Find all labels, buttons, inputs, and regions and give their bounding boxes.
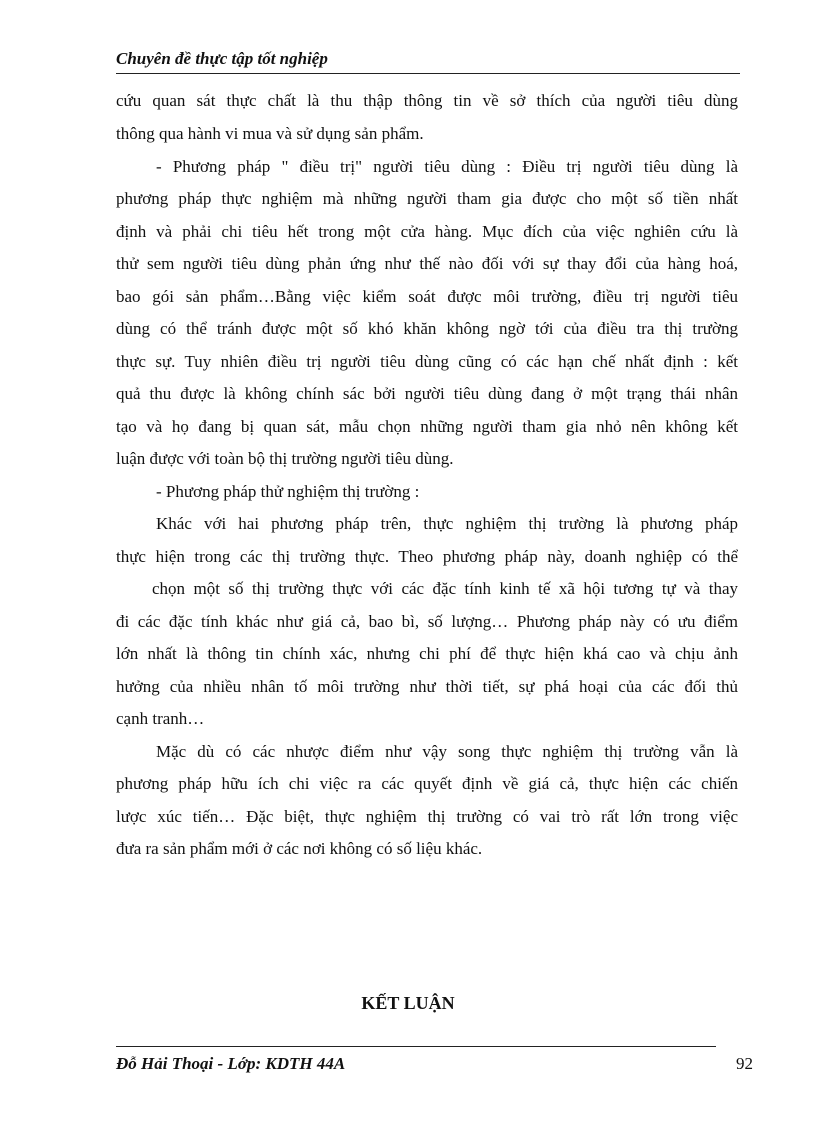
header-title: Chuyên đề thực tập tốt nghiệp <box>116 49 328 68</box>
text-line: chọn một số thị trường thực với các đặc tính kinh tế xã hội tương tự và thay <box>152 579 738 598</box>
footer-author: Đỗ Hải Thoại - Lớp: KDTH 44A <box>116 1054 346 1073</box>
text-line: thử sem người tiêu dùng phản ứng như thế nào đối với sự thay đổi của hàng hoá, <box>116 254 738 273</box>
text-line: luận được với toàn bộ thị trường người tiêu dùng. <box>116 449 454 468</box>
text-line: tạo và họ đang bị quan sát, mẫu chọn những người tham gia nhỏ nên không kết <box>116 417 738 436</box>
text-line: thông qua hành vi mua và sử dụng sản phẩm. <box>116 124 424 143</box>
text-line: phương pháp hữu ích chi việc ra các quyết định về giá cả, thực hiện các chiến <box>116 774 738 793</box>
text-line: cứu quan sát thực chất là thu thập thông tin về sở thích của người tiêu dùng <box>116 91 738 110</box>
footer-divider <box>116 1046 716 1047</box>
text-line: lược xúc tiến… Đặc biệt, thực nghiệm thị trường có vai trò rất lớn trong việc <box>116 807 738 826</box>
text-line: thực hiện trong các thị trường thực. Theo phương pháp này, doanh nghiệp có thể <box>116 547 738 566</box>
page-number: 92 <box>736 1054 753 1073</box>
text-line: dùng có thể tránh được một số khó khăn không ngờ tới của điều tra thị trường <box>116 319 738 338</box>
text-line: - Phương pháp thử nghiệm thị trường : <box>156 482 420 501</box>
text-line: đưa ra sản phẩm mới ở các nơi không có số liệu khác. <box>116 839 483 858</box>
text-line: quả thu được là không chính sác bởi người tiêu dùng đang ở một trạng thái nhân <box>116 384 738 403</box>
text-line: đi các đặc tính khác như giá cả, bao bì, số lượng… Phương pháp này có ưu điểm <box>116 612 738 631</box>
text-line: thực sự. Tuy nhiên điều trị người tiêu dùng cũng có các hạn chế nhất định : kết <box>116 352 738 371</box>
text-line: phương pháp thực nghiệm mà những người tham gia được cho một số tiền nhất <box>116 189 738 208</box>
text-line: - Phương pháp " điều trị" người tiêu dùng : Điều trị người tiêu dùng là <box>156 157 738 176</box>
text-line: Khác với hai phương pháp trên, thực nghiệm thị trường là phương pháp <box>156 514 738 533</box>
text-line: Mặc dù có các nhược điểm như vậy song thực nghiệm thị trường vẫn là <box>156 742 738 761</box>
text-line: bao gói sản phẩm…Bằng việc kiểm soát được môi trường, điều trị người tiêu <box>116 287 738 306</box>
text-line: lớn nhất là thông tin chính xác, nhưng chi phí để thực hiện khá cao và chịu ảnh <box>116 644 738 663</box>
text-line: cạnh tranh… <box>116 709 205 728</box>
text-line: hưởng của nhiều nhân tố môi trường như thời tiết, sự phá hoại của các đối thủ <box>116 677 738 696</box>
text-line: định và phải chi tiêu hết trong một cửa hàng. Mục đích của việc nghiên cứu là <box>116 222 738 241</box>
section-heading: KẾT LUẬN <box>361 993 455 1013</box>
page-header <box>116 47 740 74</box>
